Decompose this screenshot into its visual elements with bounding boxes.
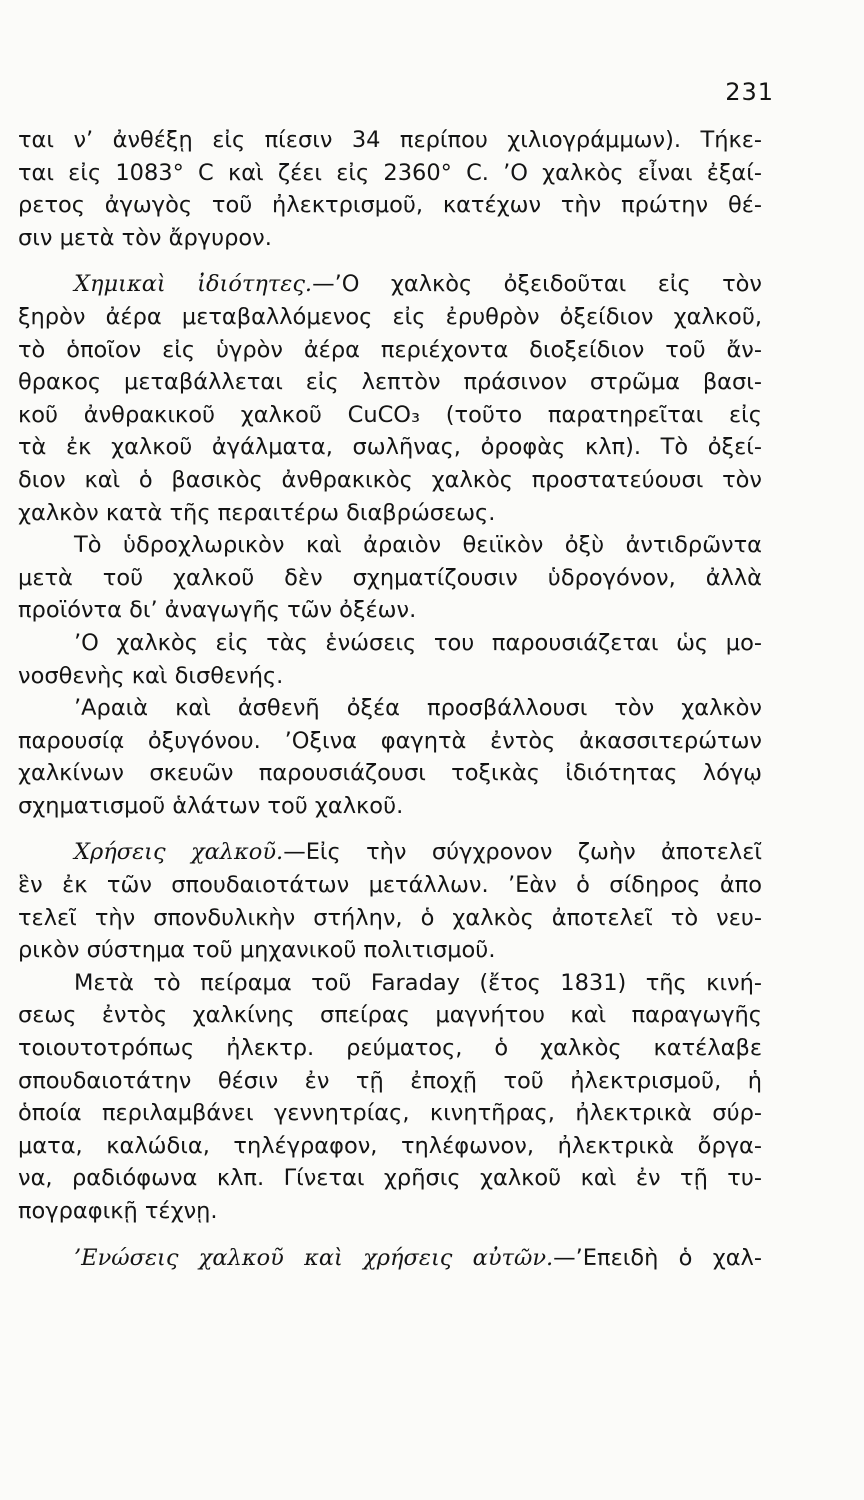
text-line: ματα, καλώδια, τηλέγραφον, τηλέφωνον, ἠλεκτρικὰ ὄργα-	[18, 1132, 762, 1159]
text-line: παρουσίᾳ ὀξυγόνου. ’Οξινα φαγητὰ ἐντὸς ἀκασσιτερώτων	[18, 727, 762, 754]
paragraph-acids	[18, 529, 762, 627]
text-line: ξηρὸν ἀέρα μεταβαλλόμενος εἰς ἐρυθρὸν ὀξείδιον χαλκοῦ,	[18, 303, 762, 330]
text-line-rest: —’Επειδὴ ὁ χαλ-	[553, 1244, 762, 1271]
text-line: Τὸ ὑδροχλωρικὸν καὶ ἀραιὸν θειϊκὸν ὀξὺ ἀντιδρῶντα	[74, 532, 762, 559]
page-text	[18, 124, 762, 1274]
section-heading: ’Ενώσεις χαλκοῦ καὶ χρήσεις αὐτῶν.	[74, 1244, 554, 1271]
text-line: κοῦ ἀνθρακικοῦ χαλκοῦ CuCO₃ (τοῦτο παρατηρεῖται εἰς	[18, 401, 762, 428]
text-line: μετὰ τοῦ χαλκοῦ δὲν σχηματίζουσιν ὑδρογόνον, ἀλλὰ	[18, 564, 762, 591]
text-line: νοσθενὴς καὶ δισθενής.	[18, 662, 284, 689]
paragraph-weak-acids	[18, 692, 762, 822]
text-line: ται ν’ ἀνθέξῃ εἰς πίεσιν 34 περίπου χιλιογράμμων). Τήκε-	[18, 127, 762, 153]
text-line: ὁποία περιλαμβάνει γεννητρίας, κινητῆρας, ἠλεκτρικὰ σύρ-	[18, 1100, 762, 1127]
paragraph-uses	[18, 836, 762, 966]
text-line: να, ραδιόφωνα κλπ. Γίνεται χρῆσις χαλκοῦ καὶ ἐν τῇ τυ-	[18, 1165, 762, 1192]
text-line: σχηματισμοῦ ἁλάτων τοῦ χαλκοῦ.	[18, 792, 404, 819]
text-line: προϊόντα δι’ ἀναγωγῆς τῶν ὀξέων.	[18, 597, 417, 624]
text-line: σπουδαιοτάτην θέσιν ἐν τῇ ἐποχῇ τοῦ ἠλεκτρισμοῦ, ἡ	[18, 1067, 762, 1094]
text-line: ’Αραιὰ καὶ ἀσθενῆ ὀξέα προσβάλλουσι τὸν χαλκὸν	[74, 695, 762, 722]
text-line	[18, 836, 762, 869]
text-line	[18, 268, 762, 301]
text-line: σιν μετὰ τὸν ἄργυρον.	[18, 224, 272, 251]
paragraph-compounds	[18, 1242, 762, 1275]
paragraph-physical-properties	[18, 124, 762, 254]
text-line: πογραφικῇ τέχνῃ.	[18, 1198, 218, 1224]
section-heading: Χημικαὶ ἰδιότητες.	[74, 271, 313, 298]
paragraph-chemical-properties	[18, 268, 762, 529]
text-line	[18, 1242, 762, 1275]
text-line: τοιουτοτρόπως ἠλεκτρ. ρεύματος, ὁ χαλκὸς κατέλαβε	[18, 1035, 762, 1062]
text-line: σεως ἐντὸς χαλκίνης σπείρας μαγνήτου καὶ παραγωγῆς	[18, 1002, 762, 1029]
text-line: ρικὸν σύστημα τοῦ μηχανικοῦ πολιτισμοῦ.	[18, 937, 496, 964]
text-line: θρακος μεταβάλλεται εἰς λεπτὸν πράσινον στρῶμα βασι-	[18, 369, 762, 396]
text-line-rest: —Εἰς τὴν σύγχρονον ζωὴν ἀποτελεῖ	[283, 839, 762, 866]
text-line: ἓν ἐκ τῶν σπουδαιοτάτων μετάλλων. ’Εὰν ὁ σίδηρος ἀπο	[18, 872, 762, 899]
text-line: χαλκὸν κατὰ τῆς περαιτέρω διαβρώσεως.	[18, 499, 496, 526]
text-line: τὰ ἐκ χαλκοῦ ἀγάλματα, σωλῆνας, ὀροφὰς κλπ). Τὸ ὀξεί-	[18, 434, 762, 461]
text-line: ται εἰς 1083° C καὶ ζέει εἰς 2360° C. ’Ο χαλκὸς εἶναι ἐξαί-	[18, 159, 762, 186]
text-line: τὸ ὁποῖον εἰς ὑγρὸν ἀέρα περιέχοντα διοξείδιον τοῦ ἄν-	[18, 336, 762, 363]
text-line-rest: —’Ο χαλκὸς ὀξειδοῦται εἰς τὸν	[312, 271, 762, 298]
text-line: χαλκίνων σκευῶν παρουσιάζουσι τοξικὰς ἰδιότητας λόγῳ	[18, 760, 762, 787]
text-line: διον καὶ ὁ βασικὸς ἀνθρακικὸς χαλκὸς προστατεύουσι τὸν	[18, 466, 762, 493]
paragraph-valence	[18, 627, 762, 692]
section-heading: Χρήσεις χαλκοῦ.	[74, 839, 284, 866]
paragraph-faraday	[18, 967, 762, 1228]
text-line: ρετος ἀγωγὸς τοῦ ἠλεκτρισμοῦ, κατέχων τὴν πρώτην θέ-	[18, 192, 762, 219]
text-line: τελεῖ τὴν σπονδυλικὴν στήλην, ὁ χαλκὸς ἀποτελεῖ τὸ νευ-	[18, 904, 762, 931]
page-number: 231	[725, 78, 774, 106]
text-line: Μετὰ τὸ πείραμα τοῦ Faraday (ἔτος 1831) τῆς κινή-	[74, 969, 762, 996]
text-line: ’Ο χαλκὸς εἰς τὰς ἑνώσεις του παρουσιάζεται ὡς μο-	[74, 629, 762, 656]
